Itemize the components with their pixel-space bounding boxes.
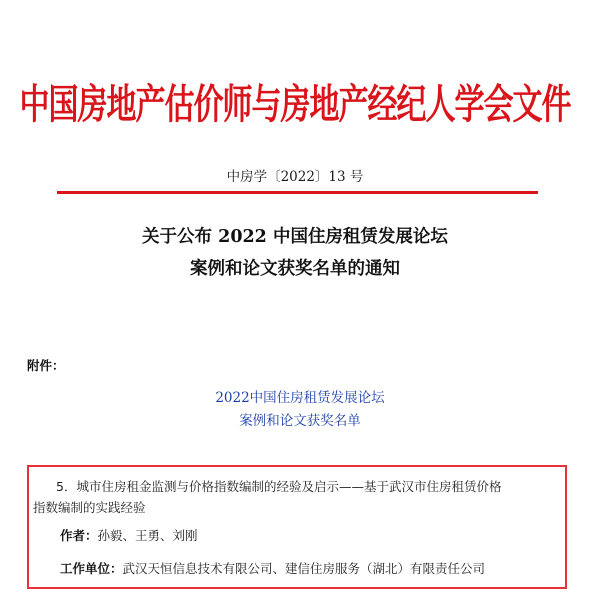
affiliation-label: 工作单位： <box>60 561 123 576</box>
affiliation-value: 武汉天恒信息技术有限公司、建信住房服务（湖北）有限责任公司 <box>122 561 486 576</box>
letterhead-title: 中国房地产估价师与房地产经纪人学会文件 <box>19 81 571 129</box>
entry-affiliation <box>60 560 485 578</box>
entry-title <box>33 476 563 518</box>
entry-title-line-1: 5．城市住房租金监测与价格指数编制的经验及启示——基于武汉市住房租赁价格 <box>56 479 502 494</box>
authors-label: 作者： <box>60 528 98 543</box>
attachment-label: 附件： <box>27 358 65 373</box>
entry-title-line-2: 指数编制的实践经验 <box>33 500 146 515</box>
letterhead-divider <box>57 191 538 194</box>
authors-value: 孙毅、王勇、刘刚 <box>97 528 198 543</box>
attachment-subtitle-line-1: 2022中国住房租赁发展论坛 <box>215 390 385 406</box>
entry-authors <box>60 527 198 545</box>
notice-title-line-2: 案例和论文获奖名单的通知 <box>190 259 400 279</box>
attachment-subtitle-line-2: 案例和论文获奖名单 <box>239 413 361 429</box>
document-number: 中房学〔2022〕13 号 <box>226 169 364 185</box>
notice-title-line-1: 关于公布 2022 中国住房租赁发展论坛 <box>142 227 448 247</box>
